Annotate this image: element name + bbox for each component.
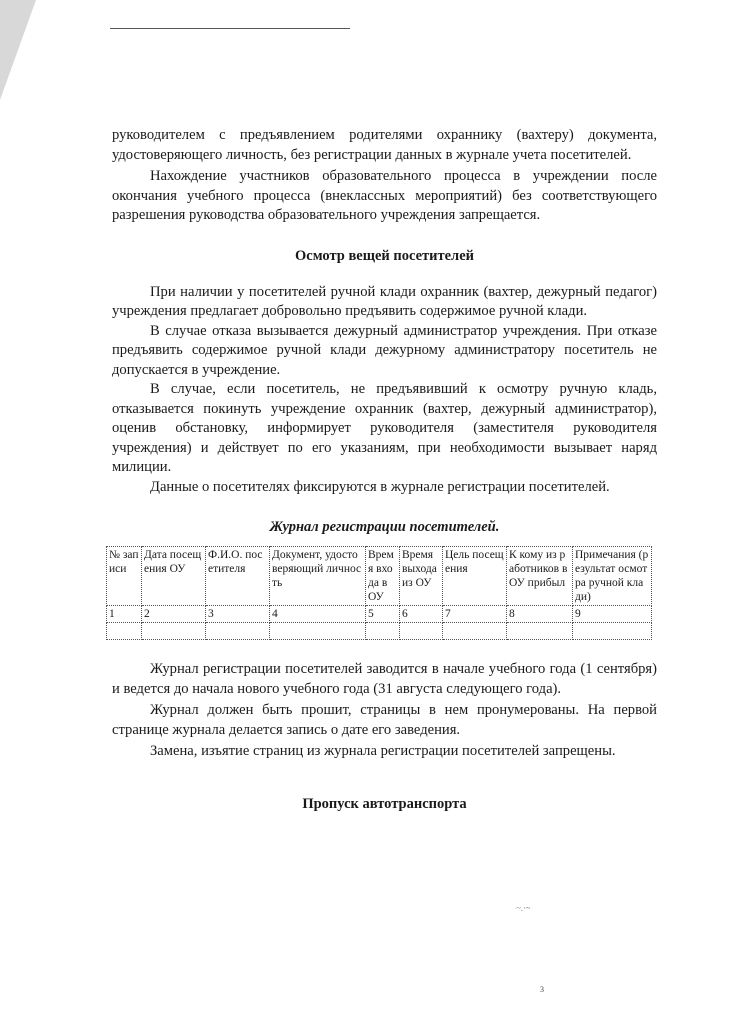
page-number: 3 bbox=[540, 985, 544, 994]
document-page bbox=[109, 126, 657, 813]
paragraph-inspection-4: Данные о посетителях фиксируются в журнале регистрации посетителей. bbox=[150, 478, 610, 495]
journal-table bbox=[106, 546, 652, 640]
column-header: Ф.И.О. посетителя bbox=[206, 547, 270, 606]
column-header: Время выхода из ОУ bbox=[400, 547, 443, 606]
scan-corner-shadow bbox=[0, 0, 36, 100]
column-number: 2 bbox=[142, 606, 206, 623]
paragraph-continued: руководителем с предъявлением родителями охраннику (вахтеру) документа, удостоверяющего личность, без регистрации данных в журнале учета посетителей. bbox=[112, 127, 657, 163]
empty-cell bbox=[400, 623, 443, 640]
column-header: Примечания (результат осмотра ручной клади) bbox=[573, 547, 652, 606]
column-number: 4 bbox=[270, 606, 366, 623]
journal-header-row bbox=[107, 547, 652, 606]
journal-empty-row bbox=[107, 623, 652, 640]
column-number: 8 bbox=[507, 606, 573, 623]
heading-vehicle: Пропуск автотранспорта bbox=[302, 795, 467, 812]
heading-journal: Журнал регистрации посетителей. bbox=[269, 519, 500, 535]
empty-cell bbox=[206, 623, 270, 640]
column-header: Дата посещения ОУ bbox=[142, 547, 206, 606]
column-number: 9 bbox=[573, 606, 652, 623]
empty-cell bbox=[443, 623, 507, 640]
paragraph-journal-3: Замена, изъятие страниц из журнала регистрации посетителей запрещены. bbox=[150, 743, 616, 759]
column-number: 5 bbox=[366, 606, 400, 623]
paragraph-inspection-3: В случае, если посетитель, не предъявивший к осмотру ручную кладь, отказывается покинуть учреждение охранник (вахтер, дежурный администратор), оценив обстановку, информирует руководителя (заместителя руководителя учреждения) и действует по его указаниям, при необходимости вызывает наряд милиции. bbox=[112, 381, 657, 475]
column-header: Цель посещения bbox=[443, 547, 507, 606]
column-header: К кому из работников в ОУ прибыл bbox=[507, 547, 573, 606]
empty-cell bbox=[573, 623, 652, 640]
column-number: 1 bbox=[107, 606, 142, 623]
faint-mark: ~.·~ bbox=[516, 903, 531, 913]
column-header: № записи bbox=[107, 547, 142, 606]
empty-cell bbox=[507, 623, 573, 640]
journal-number-row bbox=[107, 606, 652, 623]
heading-inspection: Осмотр вещей посетителей bbox=[295, 247, 474, 264]
paragraph-after-hours: Нахождение участников образовательного процесса в учреждении после окончания учебного процесса (внеклассных мероприятий) без соответствующего разрешения руководства образовательного учреждения запрещается. bbox=[112, 168, 657, 223]
column-number: 3 bbox=[206, 606, 270, 623]
empty-cell bbox=[270, 623, 366, 640]
paragraph-inspection-1: При наличии у посетителей ручной клади охранник (вахтер, дежурный педагог) учреждения предлагает добровольно предъявить содержимое ручной клади. bbox=[112, 283, 657, 319]
column-header: Документ, удостоверяющий личность bbox=[270, 547, 366, 606]
column-number: 6 bbox=[400, 606, 443, 623]
paragraph-journal-1: Журнал регистрации посетителей заводится в начале учебного года (1 сентября) и ведется до начала нового учебного года (31 августа следующего года). bbox=[112, 661, 657, 697]
paragraph-journal-2: Журнал должен быть прошит, страницы в нем пронумерованы. На первой странице журнала делается запись о дате его заведения. bbox=[112, 702, 657, 738]
empty-cell bbox=[107, 623, 142, 640]
top-rule bbox=[110, 28, 350, 29]
empty-cell bbox=[366, 623, 400, 640]
column-header: Время входа в ОУ bbox=[366, 547, 400, 606]
paragraph-inspection-2: В случае отказа вызывается дежурный администратор учреждения. При отказе предъявить содержимое ручной клади дежурному администратору посетитель не допускается в учреждение. bbox=[112, 322, 657, 378]
empty-cell bbox=[142, 623, 206, 640]
column-number: 7 bbox=[443, 606, 507, 623]
